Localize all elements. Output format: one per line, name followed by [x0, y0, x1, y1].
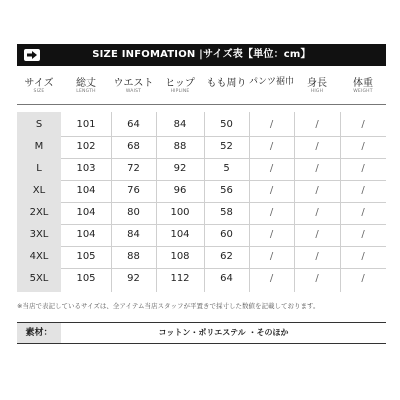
header-weight: 体重 WEIGHT [353, 78, 373, 94]
cell-waist: 76 [127, 185, 140, 196]
cell-hem: / [269, 229, 274, 240]
material-bottom-border [17, 343, 386, 344]
cell-thigh: 60 [220, 229, 233, 240]
cell-size: M [34, 141, 44, 152]
cell-height: / [315, 229, 319, 240]
cell-hip: 108 [170, 251, 190, 262]
cell-thigh: 50 [220, 119, 233, 130]
cell-height: / [315, 251, 319, 262]
material-value: コットン・ポリエステル ・そのほか [158, 328, 289, 337]
cell-thigh: 5 [223, 163, 230, 174]
table-row [17, 224, 386, 246]
cell-length: 101 [76, 119, 96, 130]
cell-weight: / [361, 185, 365, 196]
cell-hem: / [269, 273, 274, 284]
cell-hip: 96 [173, 185, 187, 196]
header-size: サイズ SIZE [24, 78, 54, 94]
cell-height: / [315, 273, 319, 284]
size-info-title: SIZE INFOMATION |サイズ表【単位：cm】 [92, 49, 311, 60]
cell-waist: 64 [127, 119, 140, 130]
cell-size: S [35, 119, 43, 130]
cell-length: 105 [76, 251, 96, 262]
cell-weight: / [361, 251, 365, 262]
cell-weight: / [361, 273, 365, 284]
cell-size: L [36, 163, 42, 174]
material-label: 素材： [17, 323, 61, 343]
cell-length: 105 [76, 273, 96, 284]
cell-weight: / [361, 229, 365, 240]
cell-hip: 100 [170, 207, 190, 218]
cell-hem: / [269, 185, 274, 196]
cell-length: 104 [76, 207, 96, 218]
table-row [17, 158, 386, 180]
material-row [17, 323, 386, 343]
cell-thigh: 52 [220, 141, 233, 152]
table-row [17, 136, 386, 158]
header-height: 身長 HIGH [307, 78, 327, 94]
cell-hip: 92 [173, 163, 187, 174]
header-divider [17, 104, 386, 105]
cell-thigh: 64 [220, 273, 233, 284]
cell-waist: 88 [127, 251, 140, 262]
cell-size: 5XL [29, 273, 49, 284]
cell-waist: 72 [127, 163, 140, 174]
header-hem: パンツ裾巾 [249, 77, 295, 87]
cell-height: / [315, 163, 319, 174]
table-row [17, 202, 386, 224]
cell-hip: 112 [170, 273, 190, 284]
cell-hip: 104 [170, 229, 190, 240]
cell-waist: 84 [127, 229, 140, 240]
cell-weight: / [361, 163, 365, 174]
cell-waist: 80 [127, 207, 140, 218]
cell-thigh: 62 [220, 251, 233, 262]
cell-weight: / [361, 141, 365, 152]
cell-size: 2XL [29, 207, 49, 218]
header-waist: ウエスト WAIST [113, 78, 154, 94]
table-row [17, 268, 386, 290]
cell-thigh: 56 [220, 185, 233, 196]
table-row [17, 114, 386, 136]
cell-hem: / [269, 119, 274, 130]
table-row [17, 246, 386, 268]
cell-waist: 68 [127, 141, 140, 152]
cell-length: 103 [76, 163, 96, 174]
size-info-title-bar [17, 44, 386, 66]
cell-length: 102 [76, 141, 96, 152]
cell-hem: / [269, 141, 274, 152]
cell-hip: 88 [173, 141, 187, 152]
header-length: 総丈 LENGTH [76, 78, 96, 94]
cell-length: 104 [76, 229, 96, 240]
cell-hem: / [269, 163, 274, 174]
measurement-note: ※当店で表記しているサイズは、全アイテム当店スタッフが平置きで採寸した数値を記載しております。 [17, 302, 320, 310]
cell-hem: / [269, 251, 274, 262]
cell-weight: / [361, 207, 365, 218]
cell-size: 4XL [29, 251, 49, 262]
cell-height: / [315, 119, 319, 130]
cell-length: 104 [76, 185, 96, 196]
cell-hem: / [269, 207, 274, 218]
header-thigh: もも周り [206, 78, 247, 89]
table-row [17, 180, 386, 202]
cell-thigh: 58 [220, 207, 233, 218]
cell-waist: 92 [127, 273, 140, 284]
cell-height: / [315, 141, 319, 152]
cell-size: XL [32, 185, 46, 196]
cell-height: / [315, 207, 319, 218]
cell-size: 3XL [29, 229, 49, 240]
cell-height: / [315, 185, 319, 196]
cell-weight: / [361, 119, 365, 130]
cell-hip: 84 [173, 119, 187, 130]
header-hip: ヒップ HIPLINE [165, 78, 195, 94]
